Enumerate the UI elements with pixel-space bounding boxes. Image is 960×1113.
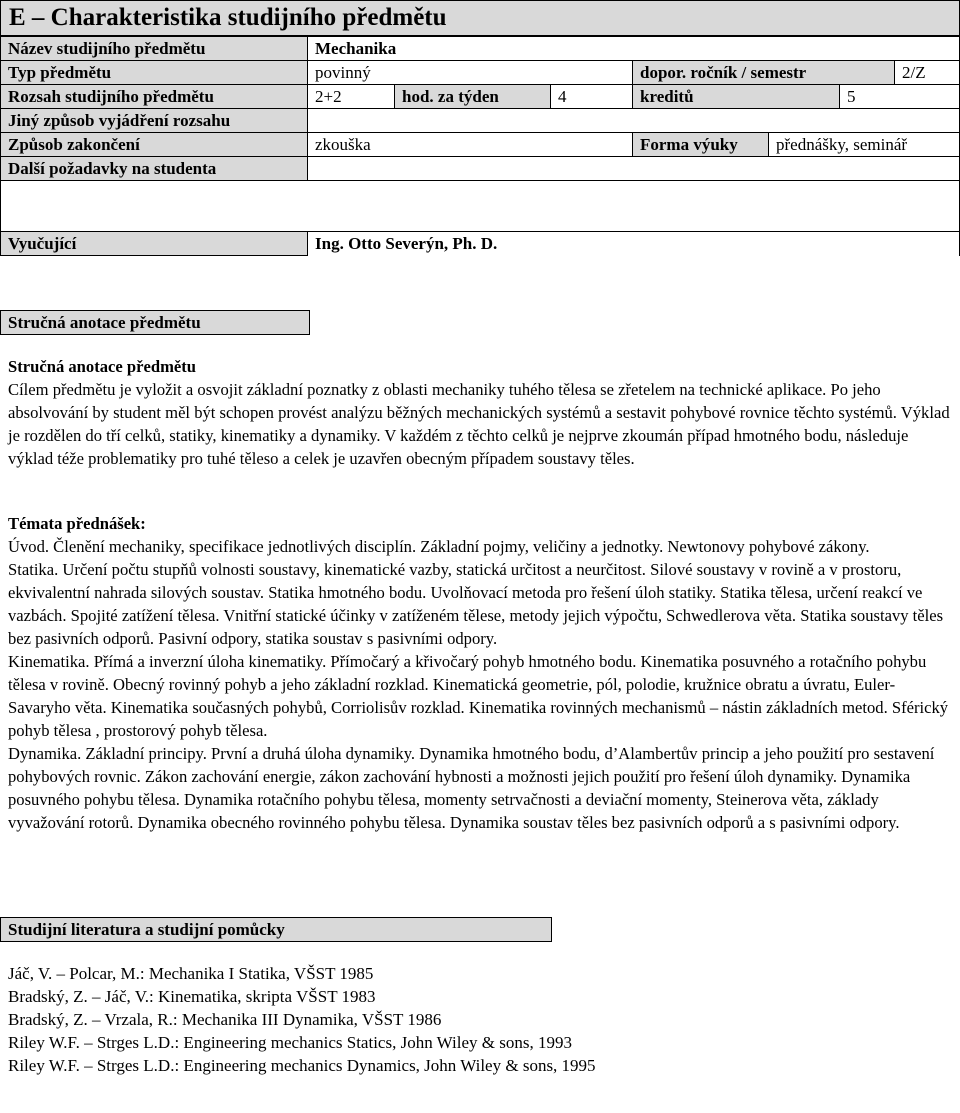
other-scope-label: Jiný způsob vyjádření rozsahu [0, 108, 308, 133]
literature-item: Bradský, Z. – Vrzala, R.: Mechanika III Dynamika, VŠST 1986 [8, 1010, 442, 1029]
literature-item: Riley W.F. – Strges L.D.: Engineering mechanics Statics, John Wiley & sons, 1993 [8, 1033, 572, 1052]
course-name-label: Název studijního předmětu [0, 36, 308, 61]
requirements-value [307, 156, 960, 181]
year-semester-value: 2/Z [894, 60, 960, 85]
course-name-value: Mechanika [307, 36, 960, 61]
teachers-value: Ing. Otto Severýn, Ph. D. [307, 231, 960, 256]
topics-heading: Témata přednášek: [8, 514, 146, 533]
annotation-section-label: Stručná anotace předmětu [0, 310, 310, 335]
course-type-label: Typ předmětu [0, 60, 308, 85]
hours-value: 4 [550, 84, 633, 109]
topic-paragraph: Úvod. Členění mechaniky, specifikace jednotlivých disciplín. Základní pojmy, veličiny a jednotky. Newtonovy pohybové zákony. [8, 537, 870, 556]
topic-paragraph: Statika. Určení počtu stupňů volnosti soustavy, kinematické vazby, statická určitost a neurčitost. Silové soustavy v rovině a v prostoru, ekvivalentní nahrada silových soustav. Statika hmotného bodu. Uvolňovací metoda pro řešení úloh statiky. Statika tělesa, určení reakcí ve vazbách. Spojité zatížení tělesa. Vnitřní statické účinky v zatíženém tělese, metody jejich výpočtu, Schwedlerova věta. Statika soustavy těles bez pasivních odporů. Pasivní odpory, statika soustav s pasivními odpory. [8, 560, 944, 648]
teachers-label: Vyučující [0, 231, 308, 256]
page-title: E – Charakteristika studijního předmětu [0, 0, 960, 36]
course-type-value: povinný [307, 60, 633, 85]
literature-item: Bradský, Z. – Jáč, V.: Kinematika, skripta VŠST 1983 [8, 987, 376, 1006]
scope-value: 2+2 [307, 84, 395, 109]
credits-value: 5 [839, 84, 960, 109]
literature-list [8, 962, 954, 1077]
teaching-form-value: přednášky, seminář [768, 132, 960, 157]
requirements-space [0, 180, 960, 232]
annotation-heading: Stručná anotace předmětu [8, 357, 197, 376]
completion-label: Způsob zakončení [0, 132, 308, 157]
topic-paragraph: Dynamika. Základní principy. První a druhá úloha dynamiky. Dynamika hmotného bodu, d’Alambertův princip a jeho použití pro sestavení pohybových rovnic. Zákon zachování energie, zákon zachování hybnosti a možnosti jejich použití pro řešení úloh dynamiky. Dynamika posuvného pohybu tělesa. Dynamika rotačního pohybu tělesa, momenty setrvačnosti a deviační momenty, Steinerova věta, základy vyvažování rotorů. Dynamika obecného rovinného pohybu tělesa. Dynamika soustav těles bez pasivních odporů a s pasivními odpory. [8, 744, 935, 832]
literature-item: Riley W.F. – Strges L.D.: Engineering mechanics Dynamics, John Wiley & sons, 1995 [8, 1056, 596, 1075]
teaching-form-label: Forma výuky [632, 132, 769, 157]
completion-value: zkouška [307, 132, 633, 157]
other-scope-value [307, 108, 960, 133]
hours-label: hod. za týden [394, 84, 551, 109]
annotation-text: Cílem předmětu je vyložit a osvojit základní poznatky z oblasti mechaniky tuhého tělesa se zřetelem na technické aplikace. Po jeho absolvování by student měl být schopen provést analýzu běžných mechanických systémů a sestavit pohybové rovnice těchto systémů. Výklad je rozdělen do tří celků, statiky, kinematiky a dynamiky. V každém z těchto celků je nejprve zkoumán případ hmotného bodu, následuje výklad téže problematiky pro tuhé těleso a celek je uzavřen obecným případem soustavy těles. [8, 380, 950, 468]
scope-label: Rozsah studijního předmětu [0, 84, 308, 109]
literature-item: Jáč, V. – Polcar, M.: Mechanika I Statika, VŠST 1985 [8, 964, 374, 983]
topic-paragraph: Kinematika. Přímá a inverzní úloha kinematiky. Přímočarý a křivočarý pohyb hmotného bodu. Kinematika posuvného a rotačního pohybu tělesa v rovině. Obecný rovinný pohyb a jeho základní rozklad. Kinematická geometrie, pól, polodie, kružnice obratu a úvratu, Euler-Savaryho věta. Kinematika současných pohybů, Corriolisův rozklad. Kinematika rovinných mechanismů – nástin základních metod. Sférický pohyb tělesa , prostorový pohyb tělesa. [8, 652, 949, 740]
topics-block [8, 512, 954, 834]
annotation-block [8, 355, 954, 470]
literature-section-label: Studijní literatura a studijní pomůcky [0, 917, 552, 942]
requirements-label: Další požadavky na studenta [0, 156, 308, 181]
year-semester-label: dopor. ročník / semestr [632, 60, 895, 85]
credits-label: kreditů [632, 84, 840, 109]
